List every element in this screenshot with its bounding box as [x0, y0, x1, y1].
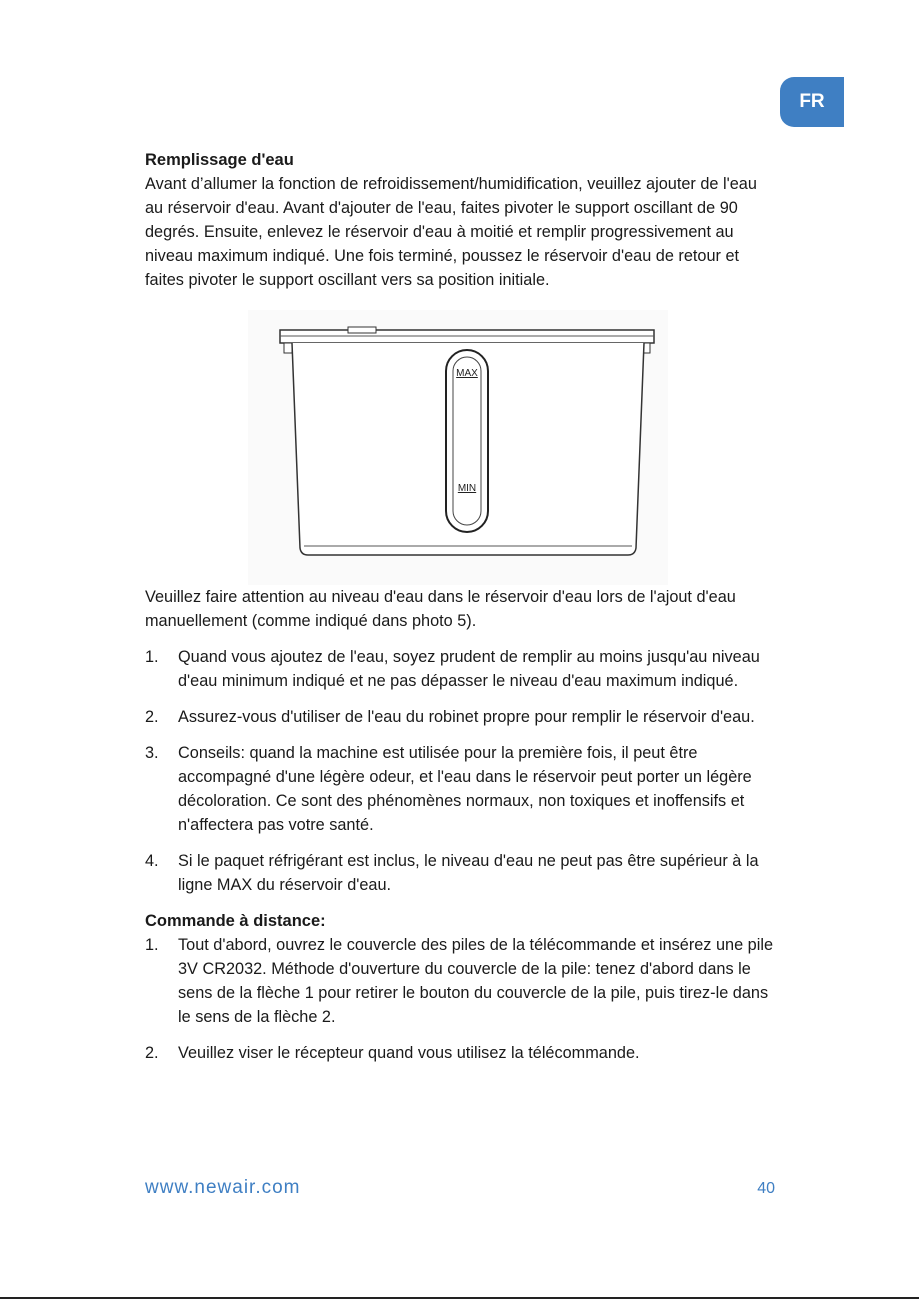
water-tank-drawing: [248, 310, 668, 585]
page-number: 40: [757, 1180, 775, 1197]
list-item: 1. Tout d'abord, ouvrez le couvercle des piles de la télécommande et insérez une pile 3V CR2032. Méthode d'ouverture du couvercle de la pile: tenez d'abord dans le sens de la flèche 1 pour retirer le bouton du couvercle de la pile, puis tirez-le dans le sens de la flèche 2.: [145, 936, 774, 1026]
website-link[interactable]: www.newair.com: [145, 1177, 301, 1198]
water-level-list: [145, 645, 775, 897]
list-item: 1. Quand vous ajoutez de l'eau, soyez prudent de remplir au moins jusqu'au niveau d'eau minimum indiqué et ne pas dépasser le niveau d'eau maximum indiqué.: [145, 648, 760, 690]
remote-control-list: [145, 933, 775, 1065]
water-tank-illustration: [248, 310, 668, 585]
section-title-water-filling: Remplissage d'eau: [145, 151, 294, 169]
page-content: [145, 148, 775, 1077]
list-item: 3. Conseils: quand la machine est utilisée pour la première fois, il peut être accompagné d'une légère odeur, et l'eau dans le réservoir peut porter un légère décoloration. Ce sont des phénomènes normaux, non toxiques et inoffensifs et n'affectera pas votre santé.: [145, 744, 752, 834]
water-level-intro: Veuillez faire attention au niveau d'eau dans le réservoir d'eau lors de l'ajout d'eau manuellement (comme indiqué dans photo 5).: [145, 588, 736, 630]
section-title-remote-control: Commande à distance:: [145, 912, 326, 930]
water-filling-paragraph: Avant d’allumer la fonction de refroidissement/humidification, veuillez ajouter de l'eau au réservoir d'eau. Avant d'ajouter de l'eau, faites pivoter le support oscillant de 90 degrés. Ensuite, enlevez le réservoir d'eau à moitié et remplir progressivement au niveau maximum indiqué. Une fois terminé, poussez le réservoir d'eau de retour et faites pivoter le support oscillant vers sa position initiale.: [145, 175, 757, 289]
list-item: 4. Si le paquet réfrigérant est inclus, le niveau d'eau ne peut pas être supérieur à la ligne MAX du réservoir d'eau.: [145, 852, 759, 894]
min-mark-label: MIN: [457, 483, 477, 494]
list-item: 2. Veuillez viser le récepteur quand vous utilisez la télécommande.: [145, 1044, 640, 1062]
page-footer: [145, 1177, 775, 1199]
language-tab: FR: [780, 77, 844, 127]
list-item: 2. Assurez-vous d'utiliser de l'eau du robinet propre pour remplir le réservoir d'eau.: [145, 708, 755, 726]
max-mark-label: MAX: [456, 368, 478, 379]
